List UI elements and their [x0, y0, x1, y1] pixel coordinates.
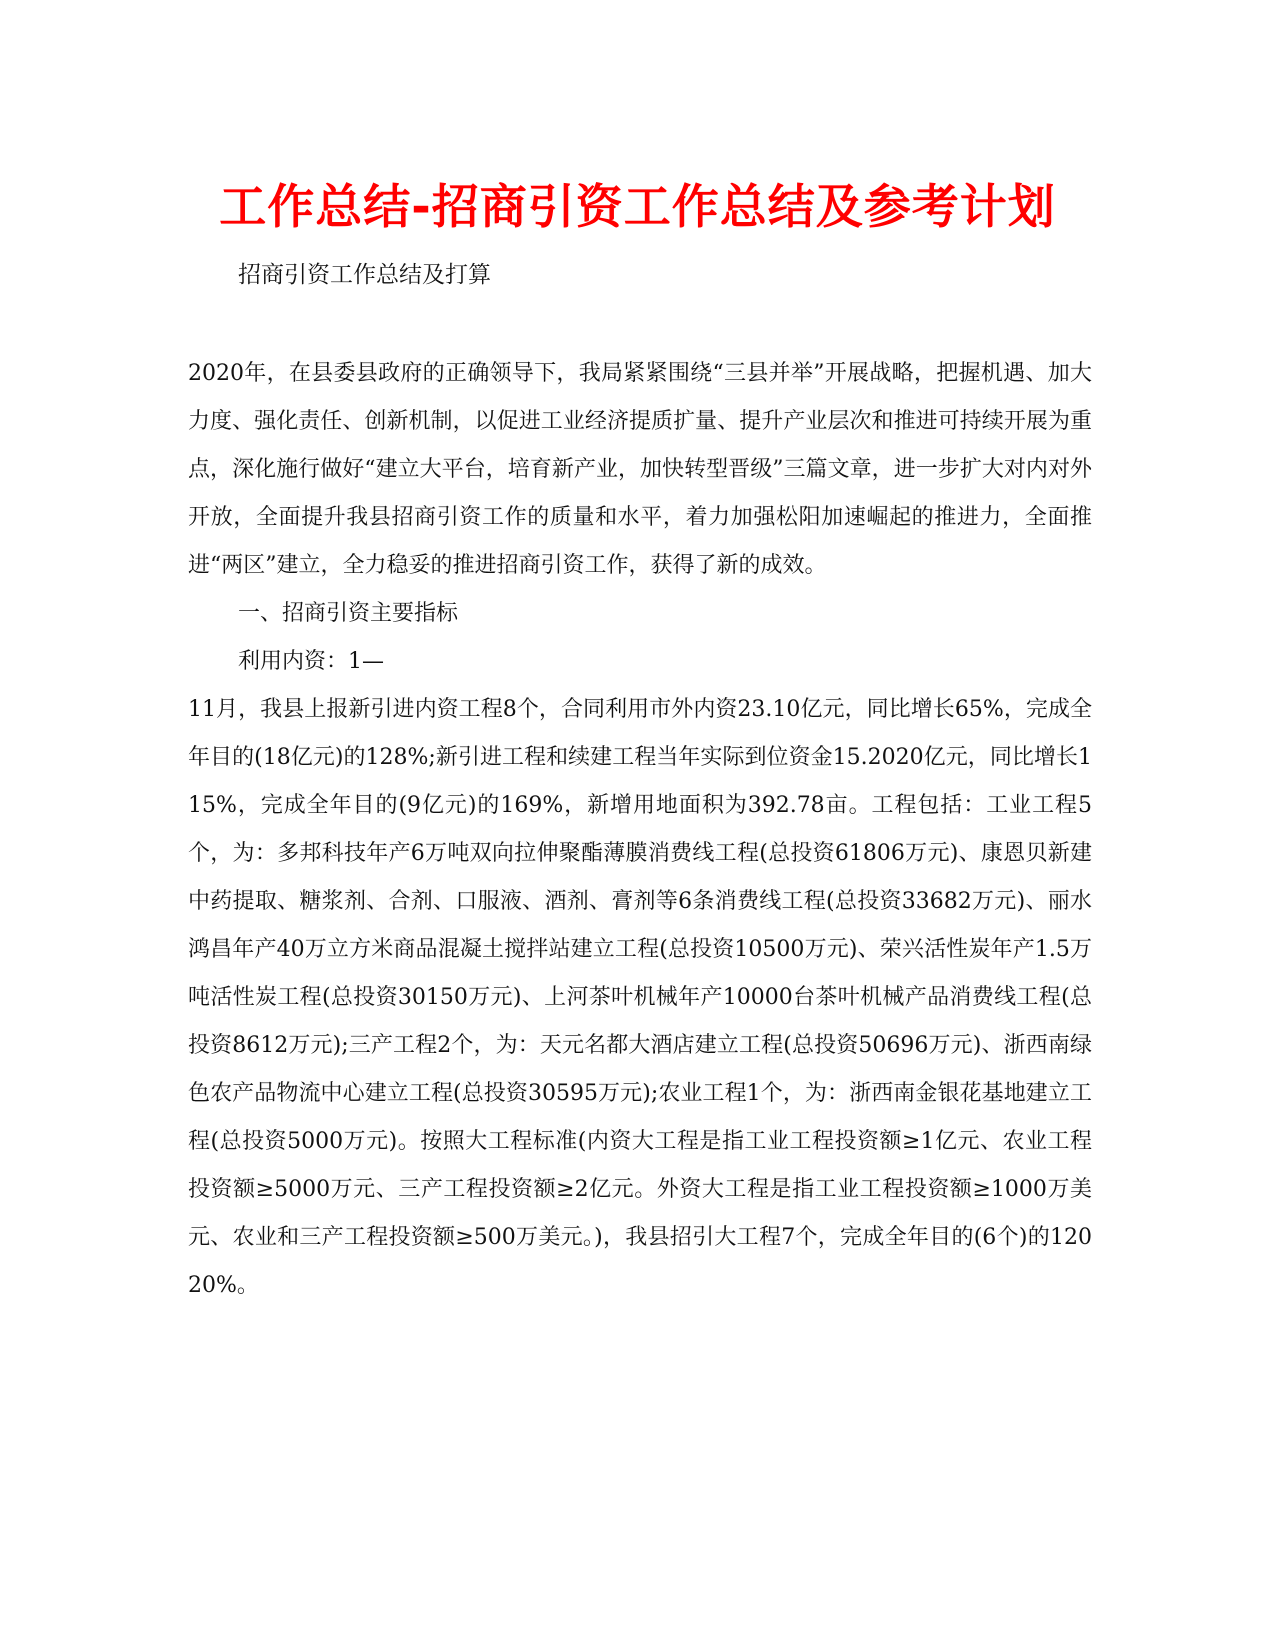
document-subtitle: 招商引资工作总结及打算	[238, 262, 491, 288]
intro-paragraph: 2020年，在县委县政府的正确领导下，我局紧紧围绕“三县并举”开展战略，把握机遇、加大力度、强化责任、创新机制，以促进工业经济提质扩量、提升产业层次和推进可持续开展为重点，深化施行做好“建立大平台，培育新产业，加快转型晋级”三篇文章，进一步扩大对内对外开放，全面提升我县招商引资工作的质量和水平，着力加强松阳加速崛起的推进力，全面推进“两区”建立，全力稳妥的推进招商引资工作，获得了新的成效。	[188, 361, 1092, 578]
domestic-capital-paragraph: 11月，我县上报新引进内资工程8个，合同利用市外内资23.10亿元，同比增长65%，完成全年目的(18亿元)的128%;新引进工程和续建工程当年实际到位资金15.2020亿元，同比增长115%，完成全年目的(9亿元)的169%，新增用地面积为392.78亩。工程包括：工业工程5个，为：多邦科技年产6万吨双向拉伸聚酯薄膜消费线工程(总投资61806万元)、康恩贝新建中药提取、糖浆剂、合剂、口服液、酒剂、膏剂等6条消费线工程(总投资33682万元)、丽水鸿昌年产40万立方米商品混凝土搅拌站建立工程(总投资10500万元)、荣兴活性炭年产1.5万吨活性炭工程(总投资30150万元)、上河茶叶机械年产10000台茶叶机械产品消费线工程(总投资8612万元);三产工程2个，为：天元名都大酒店建立工程(总投资50696万元)、浙西南绿色农产品物流中心建立工程(总投资30595万元);农业工程1个，为：浙西南金银花基地建立工程(总投资5000万元)。按照大工程标准(内资大工程是指工业工程投资额≥1亿元、农业工程投资额≥5000万元、三产工程投资额≥2亿元。外资大工程是指工业工程投资额≥1000万美元、农业和三产工程投资额≥500万美元。)，我县招引大工程7个，完成全年目的(6个)的12020%。	[188, 697, 1092, 1298]
document-title: 工作总结-招商引资工作总结及参考计划	[219, 180, 1056, 235]
domestic-capital-label: 利用内资：1—	[238, 649, 384, 674]
document-body	[188, 350, 1092, 1310]
section-heading: 一、招商引资主要指标	[238, 601, 459, 626]
